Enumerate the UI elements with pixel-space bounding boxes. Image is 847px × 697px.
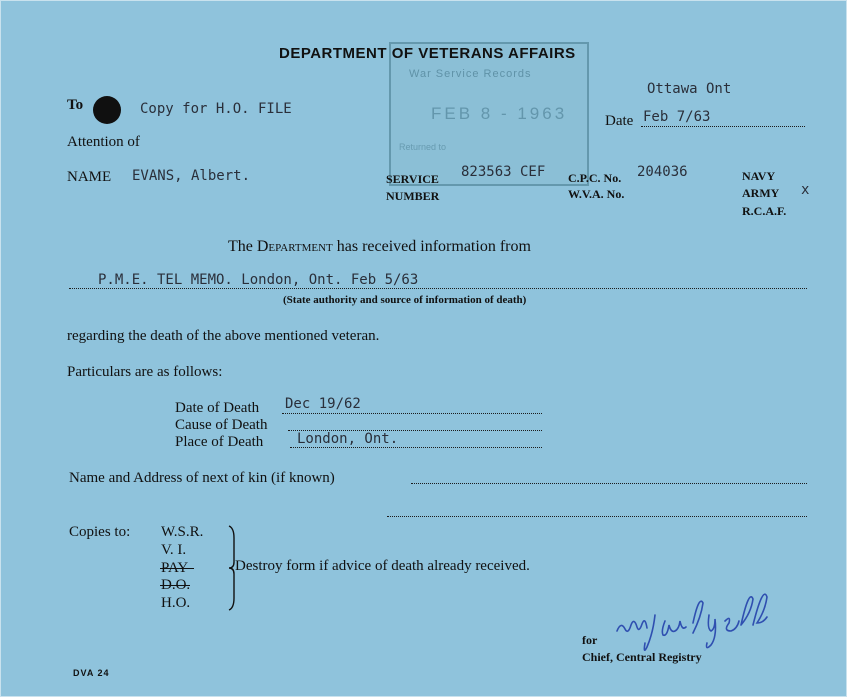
regarding-text: regarding the death of the above mentioned veteran.: [67, 328, 380, 344]
cpc-label: C.P.C. No.: [568, 171, 622, 185]
destroy-note: Destroy form if advice of death already received.: [235, 558, 530, 574]
copy-do: D.O.: [161, 577, 191, 593]
location-value: Ottawa Ont: [647, 81, 732, 97]
particulars-text: Particulars are as follows:: [67, 364, 223, 380]
date-value: Feb 7/63: [643, 109, 711, 125]
date-of-death-value: Dec 19/62: [285, 396, 361, 412]
info-text-1: The: [228, 238, 257, 255]
copy-note: Copy for H.O. FILE: [140, 101, 292, 117]
service-label: SERVICE: [386, 172, 439, 186]
info-text-2: has received information from: [332, 238, 531, 255]
for-label: for: [582, 633, 598, 647]
copy-wsr: W.S.R.: [161, 524, 204, 540]
next-of-kin-line-1: [411, 483, 807, 484]
info-sentence: [228, 238, 531, 256]
navy-label: NAVY: [742, 169, 776, 183]
signature-image: [613, 593, 799, 657]
service-number-value: 823563 CEF: [461, 164, 546, 180]
rcaf-label: R.C.A.F.: [742, 204, 787, 218]
source-value: P.M.E. TEL MEMO. London, Ont. Feb 5/63: [98, 272, 419, 288]
stamp-heading: War Service Records: [409, 68, 532, 80]
wva-label: W.V.A. No.: [568, 187, 625, 201]
stamp-date: FEB 8 - 1963: [431, 104, 568, 123]
date-label: Date: [605, 113, 634, 129]
form-title: DEPARTMENT OF VETERANS AFFAIRS: [279, 45, 576, 62]
source-caption: (State authority and source of information of death): [283, 294, 527, 306]
copy-pay: PAY: [161, 560, 189, 576]
copy-ho: H.O.: [161, 595, 191, 611]
cause-of-death-label: Cause of Death: [175, 417, 268, 433]
copy-do-strike: [160, 585, 190, 586]
copies-label: Copies to:: [69, 524, 131, 540]
date-line: [641, 126, 805, 127]
army-mark: x: [801, 182, 810, 198]
name-label: NAME: [67, 169, 112, 185]
cpc-value: 204036: [637, 164, 688, 180]
registry-label: Chief, Central Registry: [582, 650, 702, 664]
stamp-returned: Returned to: [399, 142, 447, 152]
army-label: ARMY: [742, 186, 780, 200]
next-of-kin-line-2: [387, 516, 807, 517]
to-label: To: [67, 97, 84, 113]
place-of-death-value: London, Ont.: [297, 431, 399, 447]
place-of-death-line: [290, 447, 542, 448]
attention-label: Attention of: [67, 134, 140, 150]
number-label: NUMBER: [386, 189, 440, 203]
place-of-death-label: Place of Death: [175, 434, 264, 450]
name-value: EVANS, Albert.: [132, 168, 251, 184]
next-of-kin-label: Name and Address of next of kin (if known): [69, 470, 335, 486]
source-line: [69, 288, 807, 289]
punch-hole-dot: [93, 96, 121, 124]
date-of-death-line: [282, 413, 542, 414]
date-of-death-label: Date of Death: [175, 400, 260, 416]
copy-pay-strike: [160, 568, 194, 569]
form-code: DVA 24: [73, 668, 110, 678]
info-department: Department: [256, 238, 333, 255]
copy-vi: V. I.: [161, 542, 187, 558]
